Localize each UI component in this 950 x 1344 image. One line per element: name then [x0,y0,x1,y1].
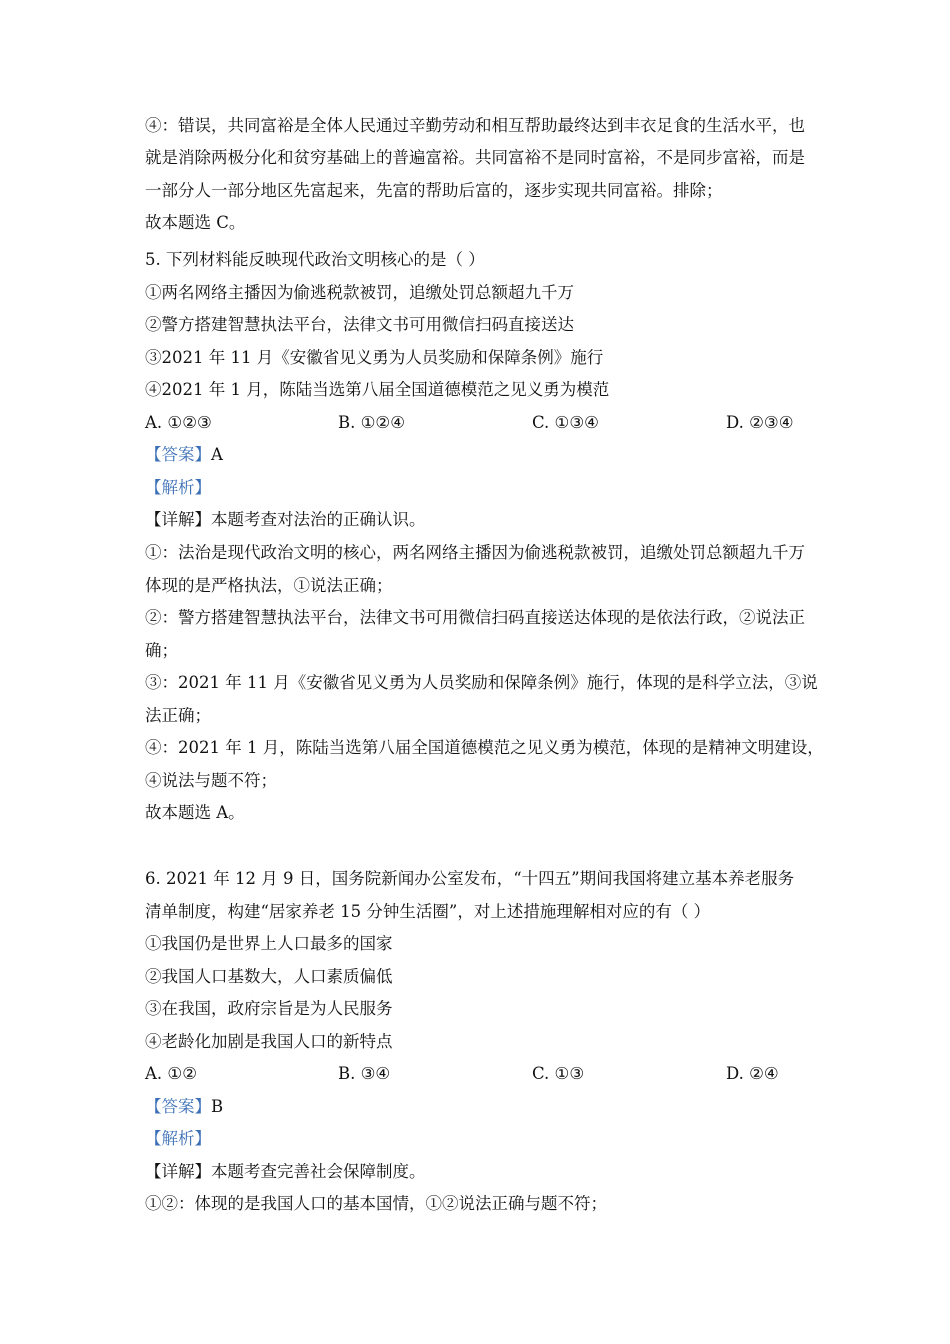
q5-analysis-2-line-2: 确； [145,641,178,660]
prev-analysis-4-line-1: ④：错误，共同富裕是全体人民通过辛勤劳动和相互帮助最终达到丰衣足食的生活水平，也 [145,116,805,135]
q5-stem: 5. 下列材料能反映现代政治文明核心的是（ ） [145,250,485,269]
q6-item-1: ①我国仍是世界上人口最多的国家 [145,934,393,953]
q6-option-b: B. ③④ [338,1064,391,1083]
q6-analysis-12: ①②：体现的是我国人口的基本国情，①②说法正确与题不符； [145,1194,607,1213]
q5-analysis-2-line-1: ②：警方搭建智慧执法平台，法律文书可用微信扫码直接送达体现的是依法行政，②说法正 [145,608,805,627]
q5-option-b: B. ①②④ [338,413,405,432]
q5-option-c: C. ①③④ [532,413,599,432]
q5-options [145,412,845,434]
q5-conclusion: 故本题选 A。 [145,803,245,822]
q5-analysis-1-line-1: ①：法治是现代政治文明的核心，两名网络主播因为偷逃税款被罚，追缴处罚总额超九千万 [145,543,805,562]
q6-answer: B [211,1097,224,1116]
q6-option-c: C. ①③ [532,1064,585,1083]
q5-option-a: A. ①②③ [145,413,212,432]
q6-item-4: ④老龄化加剧是我国人口的新特点 [145,1032,393,1051]
q5-detail-tag: 【详解】 [145,510,211,529]
q5-analysis-1-line-2: 体现的是严格执法，①说法正确； [145,576,393,595]
prev-analysis-4-line-2: 就是消除两极分化和贫穷基础上的普遍富裕。共同富裕不是同时富裕，不是同步富裕，而是 [145,148,805,167]
q5-item-2: ②警方搭建智慧执法平台，法律文书可用微信扫码直接送达 [145,315,574,334]
q5-item-1: ①两名网络主播因为偷逃税款被罚，追缴处罚总额超九千万 [145,283,574,302]
q5-item-3: ③2021 年 11 月《安徽省见义勇为人员奖励和保障条例》施行 [145,348,604,367]
q6-detail: 本题考查完善社会保障制度。 [211,1162,426,1181]
q5-item-4: ④2021 年 1 月，陈陆当选第八届全国道德模范之见义勇为模范 [145,380,610,399]
q6-stem-line-2: 清单制度，构建“居家养老 15 分钟生活圈”，对上述措施理解相对应的有（ ） [145,902,711,921]
q5-detail-line [145,509,426,531]
q6-stem-line-1: 6. 2021 年 12 月 9 日，国务院新闻办公室发布，“十四五”期间我国将建立基本养老服务 [145,869,795,888]
q5-analysis-4-line-1: ④：2021 年 1 月，陈陆当选第八届全国道德模范之见义勇为模范，体现的是精神文明建设， [145,738,824,757]
prev-conclusion: 故本题选 C。 [145,213,246,232]
q5-answer-tag: 【答案】 [145,445,211,464]
q6-answer-line [145,1096,223,1118]
q5-analysis-4-line-2: ④说法与题不符； [145,771,277,790]
q6-options [145,1063,845,1085]
q6-detail-line [145,1161,426,1183]
q5-analysis-3-line-2: 法正确； [145,706,211,725]
prev-analysis-4-line-3: 一部分人一部分地区先富起来，先富的帮助后富的，逐步实现共同富裕。排除； [145,181,723,200]
q6-option-a: A. ①② [145,1064,197,1083]
q5-option-d: D. ②③④ [726,413,794,432]
q5-analysis-tag: 【解析】 [145,478,211,497]
q6-analysis-tag: 【解析】 [145,1129,211,1148]
q6-answer-tag: 【答案】 [145,1097,211,1116]
q5-detail: 本题考查对法治的正确认识。 [211,510,426,529]
q5-analysis-3-line-1: ③：2021 年 11 月《安徽省见义勇为人员奖励和保障条例》施行，体现的是科学立法，③说 [145,673,818,692]
q6-option-d: D. ②④ [726,1064,779,1083]
q5-answer-line [145,444,223,466]
q6-item-2: ②我国人口基数大，人口素质偏低 [145,967,393,986]
q6-detail-tag: 【详解】 [145,1162,211,1181]
q5-answer: A [211,445,223,464]
q6-item-3: ③在我国，政府宗旨是为人民服务 [145,999,393,1018]
